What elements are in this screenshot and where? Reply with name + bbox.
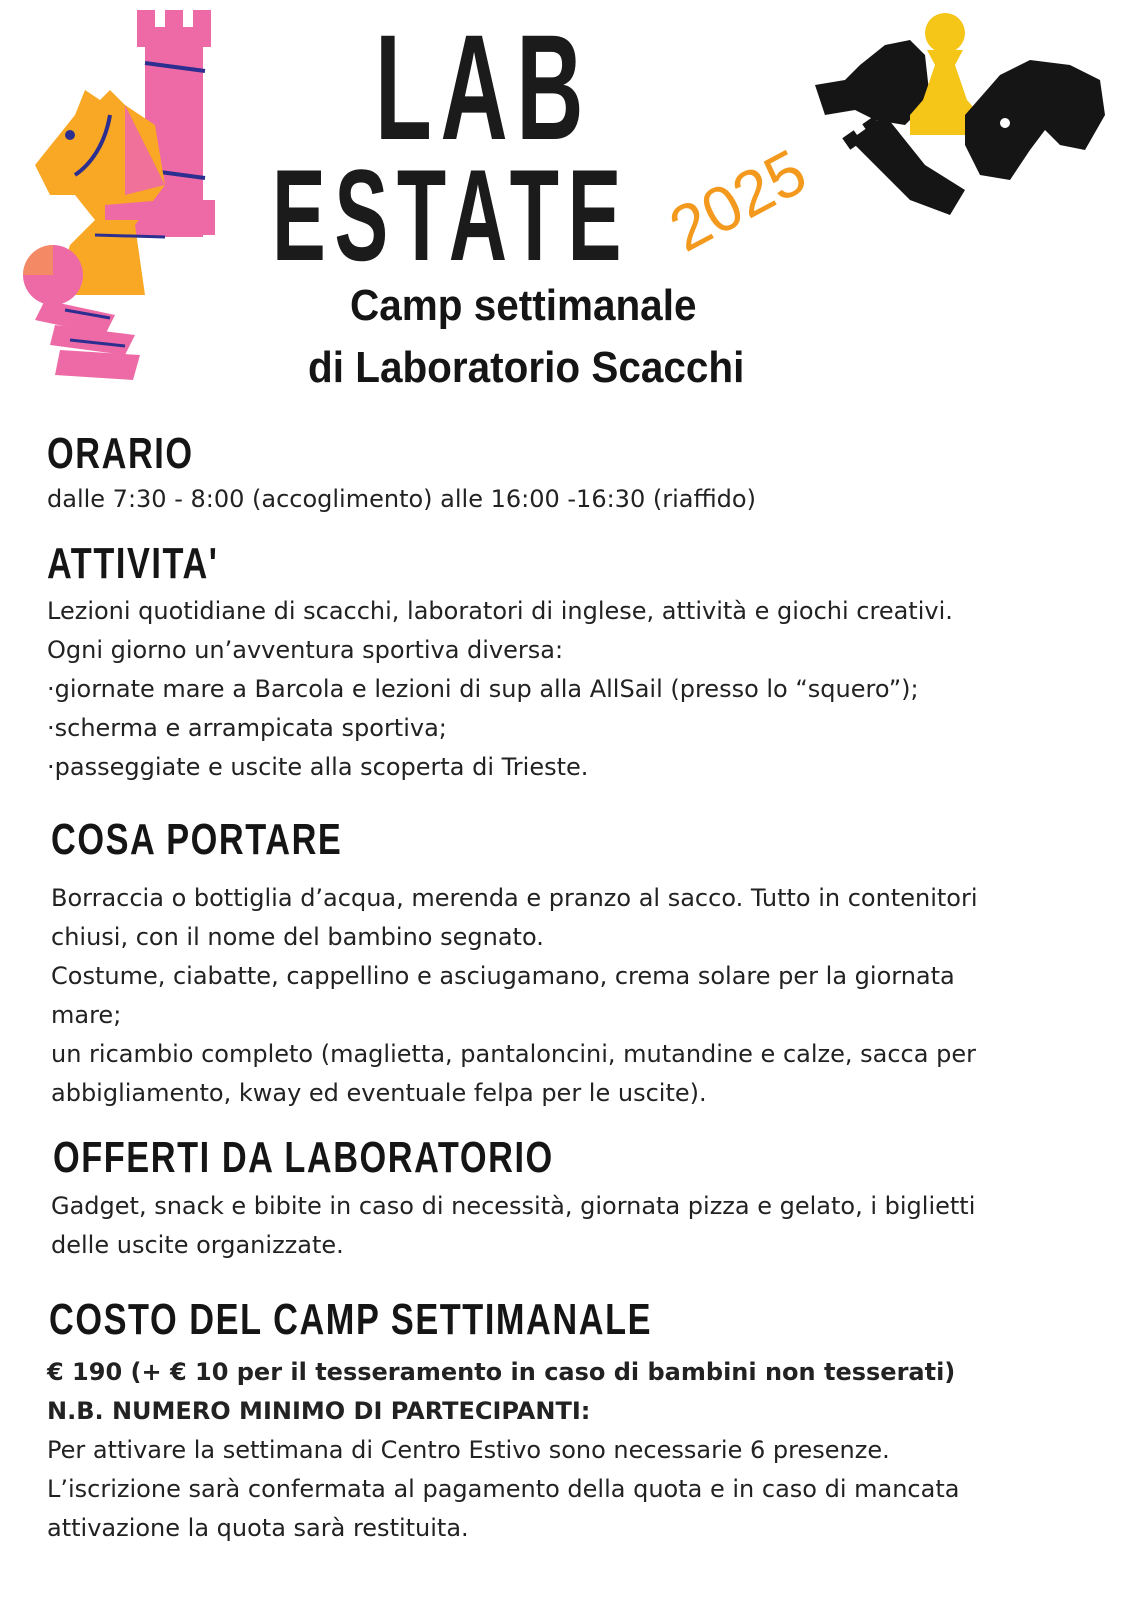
section-heading-orario: ORARIO <box>47 429 194 478</box>
chess-pieces-left-illustration <box>15 5 215 385</box>
section-heading-attivita: ATTIVITA' <box>47 539 219 588</box>
title-year: 2025 <box>658 135 818 266</box>
cosa-portare-line: un ricambio completo (maglietta, pantaloncini, mutandine e calze, sacca per <box>51 1040 976 1068</box>
costo-line: attivazione la quota sarà restituita. <box>47 1514 469 1542</box>
chess-pieces-right-illustration <box>815 5 1115 215</box>
section-heading-costo: COSTO DEL CAMP SETTIMANALE <box>49 1295 653 1344</box>
attivita-line: Lezioni quotidiane di scacchi, laboratori di inglese, attività e giochi creativi. <box>47 597 953 625</box>
cosa-portare-line: Costume, ciabatte, cappellino e asciugamano, crema solare per la giornata <box>51 962 955 990</box>
cosa-portare-line: Borraccia o bottiglia d’acqua, merenda e pranzo al sacco. Tutto in contenitori <box>51 884 978 912</box>
offerti-line: Gadget, snack e bibite in caso di necessità, giornata pizza e gelato, i biglietti <box>51 1192 976 1220</box>
costo-line: L’iscrizione sarà confermata al pagamento della quota e in caso di mancata <box>47 1475 960 1503</box>
cosa-portare-line: mare; <box>51 1001 122 1029</box>
attivita-line: ·scherma e arrampicata sportiva; <box>47 714 447 742</box>
costo-text <box>47 1353 959 1548</box>
subtitle-laboratorio: di Laboratorio Scacchi <box>308 343 745 392</box>
attivita-line: Ogni giorno un’avventura sportiva diversa: <box>47 636 564 664</box>
costo-line: Per attivare la settimana di Centro Estivo sono necessarie 6 presenze. <box>47 1436 890 1464</box>
cosa-portare-line: chiusi, con il nome del bambino segnato. <box>51 923 544 951</box>
costo-nb: N.B. NUMERO MINIMO DI PARTECIPANTI: <box>47 1397 591 1425</box>
attivita-text <box>47 592 953 787</box>
chess-knight-icon <box>965 60 1105 180</box>
cosa-portare-text <box>51 879 977 1113</box>
offerti-text <box>51 1187 975 1265</box>
attivita-line: ·passeggiate e uscite alla scoperta di Trieste. <box>47 753 589 781</box>
subtitle-camp: Camp settimanale <box>350 281 697 330</box>
cosa-portare-line: abbigliamento, kway ed eventuale felpa per le uscite). <box>51 1079 707 1107</box>
title-lab: LAB <box>375 3 593 171</box>
section-heading-offerti: OFFERTI DA LABORATORIO <box>53 1133 554 1182</box>
attivita-line: ·giornate mare a Barcola e lezioni di sup alla AllSail (presso lo “squero”); <box>47 675 919 703</box>
title-estate: ESTATE <box>272 142 631 288</box>
offerti-line: delle uscite organizzate. <box>51 1231 344 1259</box>
costo-price: € 190 (+ € 10 per il tesseramento in caso di bambini non tesserati) <box>47 1358 956 1386</box>
orario-text: dalle 7:30 - 8:00 (accoglimento) alle 16:00 -16:30 (riaffido) <box>47 485 756 513</box>
section-heading-cosa-portare: COSA PORTARE <box>51 815 343 864</box>
